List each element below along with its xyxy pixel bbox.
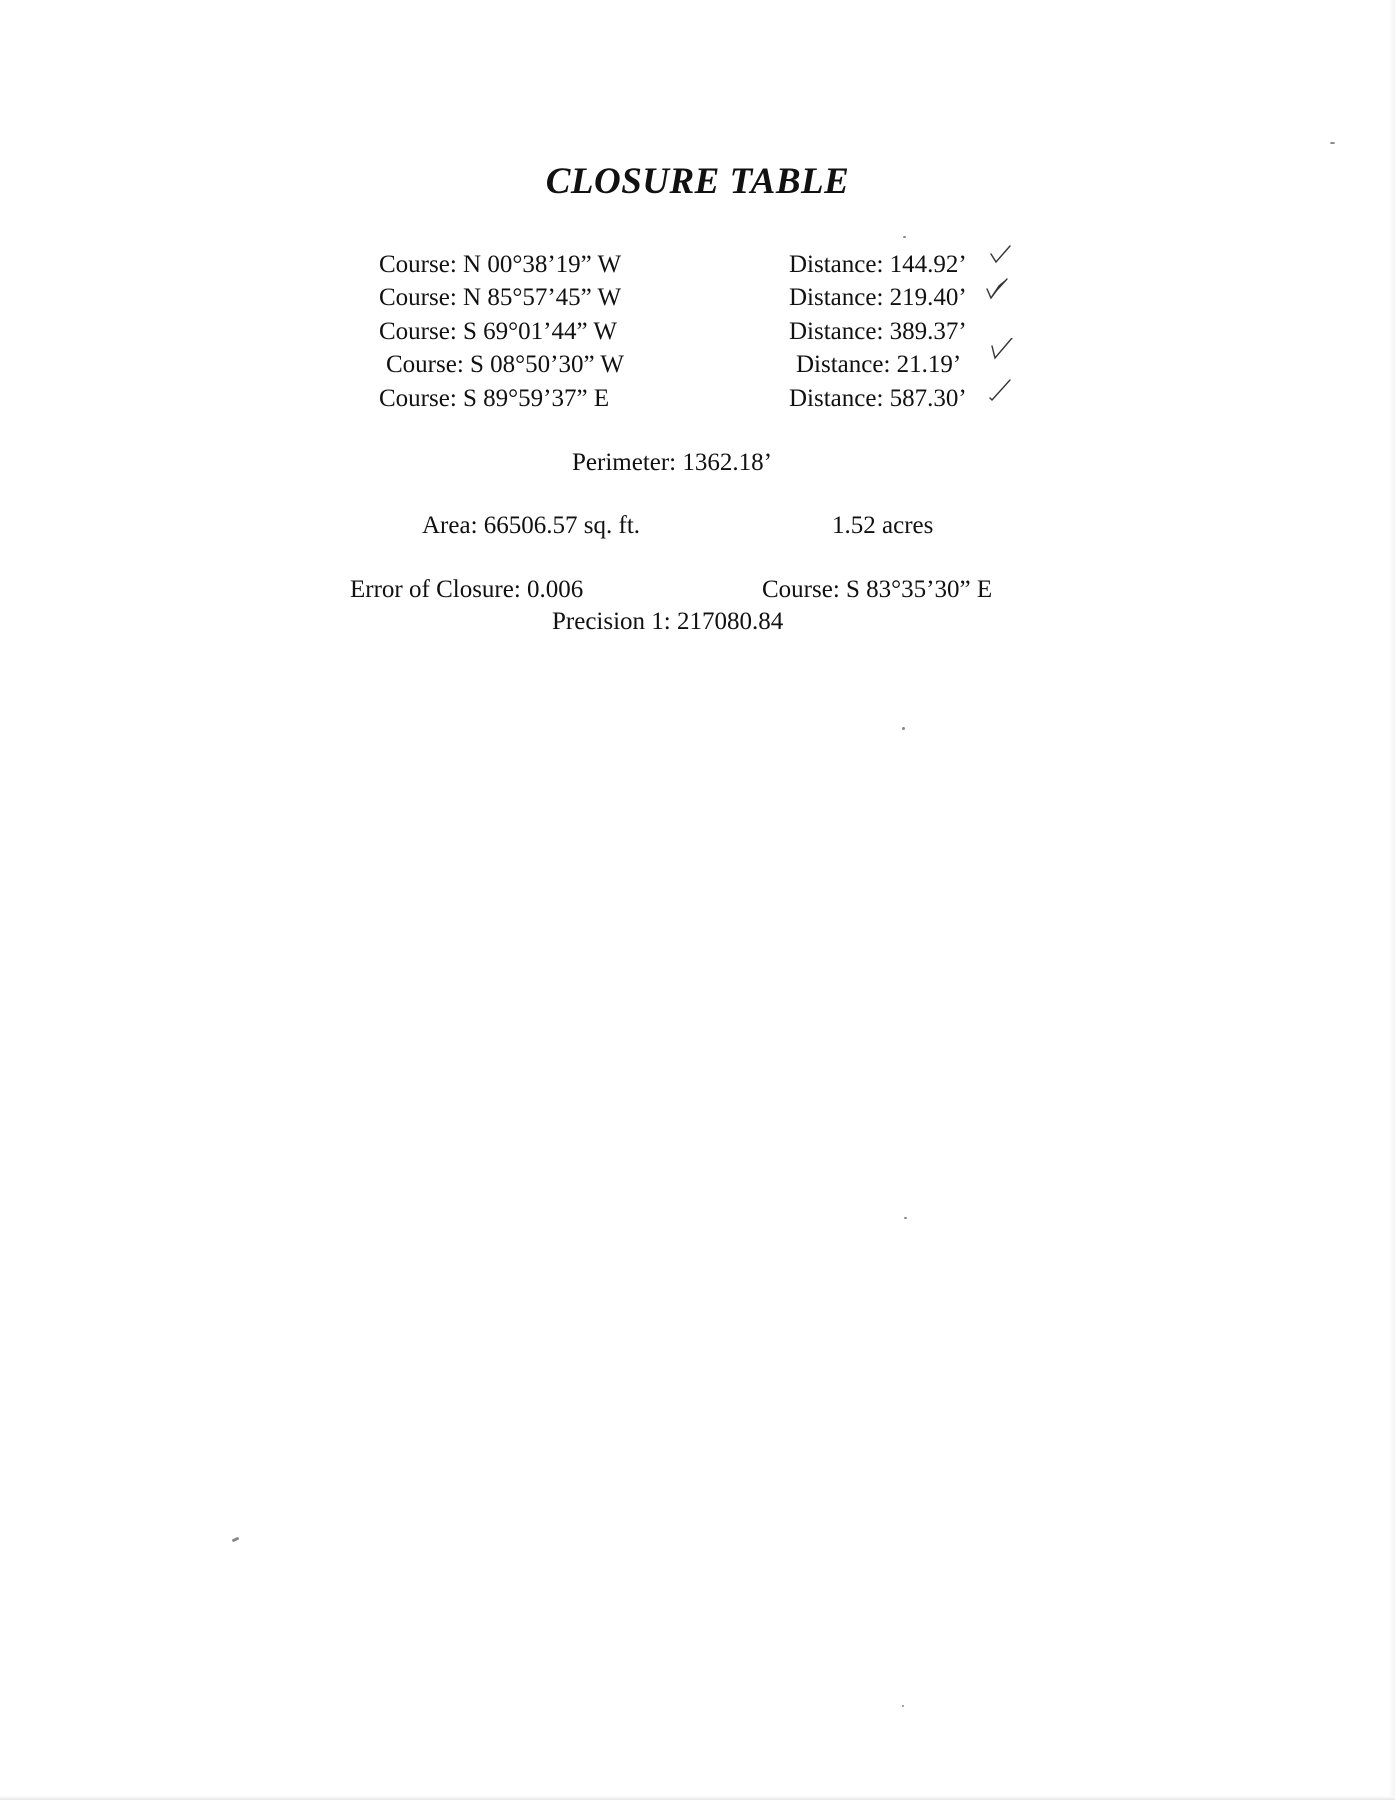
scan-speck	[902, 727, 905, 730]
closure-course: Course: S 83°35’30” E	[762, 576, 993, 603]
course-row-1: Course: N 00°38’19” W	[379, 251, 622, 278]
acres: 1.52 acres	[832, 512, 934, 539]
distance-row-5: Distance: 587.30’	[789, 385, 967, 412]
course-row-2: Course: N 85°57’45” W	[379, 284, 622, 311]
distance-row-4: Distance: 21.19’	[796, 351, 962, 378]
scan-speck	[232, 1537, 240, 1543]
area: Area: 66506.57 sq. ft.	[422, 512, 641, 539]
checkmark-icon	[988, 338, 1016, 364]
precision: Precision 1: 217080.84	[552, 608, 784, 635]
distance-row-2: Distance: 219.40’	[789, 284, 967, 311]
scan-speck	[903, 236, 906, 238]
course-row-4: Course: S 08°50’30” W	[386, 351, 624, 378]
checkmark-icon	[988, 242, 1016, 268]
checkmark-icon	[985, 276, 1013, 302]
course-row-5: Course: S 89°59’37” E	[379, 385, 610, 412]
checkmark-icon	[988, 376, 1016, 402]
scan-edge	[1389, 0, 1395, 1800]
scan-speck	[902, 1705, 904, 1707]
scan-speck	[1330, 142, 1335, 144]
perimeter: Perimeter: 1362.18’	[572, 449, 772, 476]
scan-edge	[0, 1796, 1395, 1800]
distance-row-3: Distance: 389.37’	[789, 318, 967, 345]
error-of-closure: Error of Closure: 0.006	[350, 576, 584, 603]
scan-speck	[904, 1217, 907, 1219]
distance-row-1: Distance: 144.92’	[789, 251, 967, 278]
page-title: CLOSURE TABLE	[545, 161, 850, 202]
course-row-3: Course: S 69°01’44” W	[379, 318, 617, 345]
